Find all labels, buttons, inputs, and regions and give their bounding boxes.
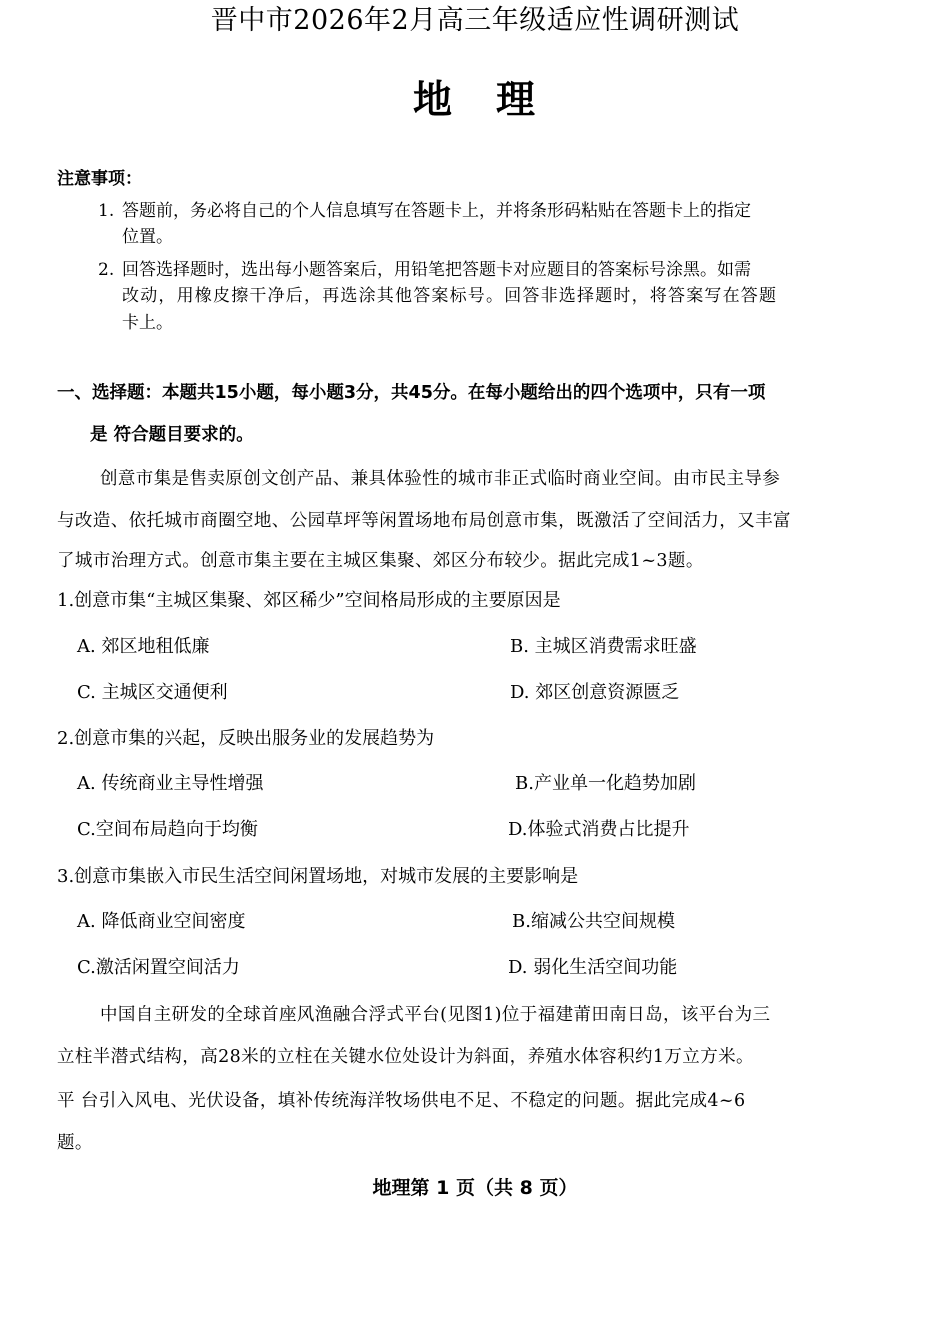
passage1-line-1: 创意市集是售卖原创文创产品、兼具体验性的城市非正式临时商业空间。由市民主导参 (100, 469, 781, 489)
question-1-option-d: D. 郊区创意资源匮乏 (510, 682, 680, 703)
passage2-line-3: 平 台引入风电、光伏设备，填补传统海洋牧场供电不足、不稳定的问题。据此完成4~6 (57, 1091, 746, 1111)
notice-heading: 注意事项： (57, 169, 142, 189)
question-2-stem: 2.创意市集的兴起，反映出服务业的发展趋势为 (57, 728, 435, 749)
question-3-option-d: D. 弱化生活空间功能 (508, 957, 678, 978)
notice-item-2 (98, 257, 900, 283)
notice-item-text: 答题前，务必将自己的个人信息填写在答题卡上，并将条形码粘贴在答题卡上的指定 (122, 201, 751, 221)
passage2-line-4: 题。 (57, 1133, 93, 1153)
subject-title (0, 76, 950, 126)
question-2-option-d: D.体验式消费占比提升 (508, 819, 690, 840)
exam-title: 晋中市2026年2月高三年级适应性调研测试 (210, 5, 740, 36)
question-3-option-a: A. 降低商业空间密度 (77, 911, 246, 932)
question-3-stem: 3.创意市集嵌入市民生活空间闲置场地，对城市发展的主要影响是 (57, 866, 579, 887)
section-heading: 一、选择题：本题共15小题，每小题3分，共45分。在每小题给出的四个选项中，只有一项 (57, 383, 766, 403)
notice-item-text: 回答选择题时，选出每小题答案后，用铅笔把答题卡对应题目的答案标号涂黑。如需 (122, 260, 751, 280)
question-3-option-c: C.激活闲置空间活力 (77, 957, 240, 978)
question-1-stem: 1.创意市集“主城区集聚、郊区稀少”空间格局形成的主要原因是 (57, 590, 561, 611)
passage1-line-3: 了城市治理方式。创意市集主要在主城区集聚、郊区分布较少。据此完成1~3题。 (57, 551, 704, 571)
question-1-option-b: B. 主城区消费需求旺盛 (510, 636, 697, 657)
question-1-option-c: C. 主城区交通便利 (77, 682, 228, 703)
notice-item-number: 1. (98, 201, 115, 221)
passage2-line-1: 中国自主研发的全球首座风渔融合浮式平台(见图1)位于福建莆田南日岛，该平台为三 (100, 1005, 771, 1025)
passage2-line-2: 立柱半潜式结构，高28米的立柱在关键水位处设计为斜面，养殖水体容积约1万立方米。 (57, 1047, 754, 1067)
notice-item-1-cont: 位置。 (122, 227, 173, 247)
notice-item-1 (98, 198, 900, 224)
question-2-option-a: A. 传统商业主导性增强 (77, 773, 264, 794)
section-heading-cont: 是 符合题目要求的。 (90, 425, 254, 445)
question-1-option-a: A. 郊区地租低廉 (77, 636, 210, 657)
notice-item-number: 2. (98, 260, 115, 280)
passage1-line-2: 与改造、依托城市商圈空地、公园草坪等闲置场地布局创意市集，既激活了空间活力，又丰富 (57, 511, 791, 531)
page-footer: 地理第 1 页（共 8 页） (372, 1177, 578, 1199)
subject-char-2: 理 (496, 78, 538, 123)
question-2-option-c: C.空间布局趋向于均衡 (77, 819, 258, 840)
notice-item-2-cont: 改动，用橡皮擦干净后，再选涂其他答案标号。回答非选择题时，将答案写在答题 (122, 286, 778, 306)
question-2-option-b: B.产业单一化趋势加剧 (515, 773, 696, 794)
notice-item-2-cont-2: 卡上。 (122, 313, 173, 333)
question-3-option-b: B.缩减公共空间规模 (512, 911, 675, 932)
subject-char-1: 地 (412, 78, 454, 123)
